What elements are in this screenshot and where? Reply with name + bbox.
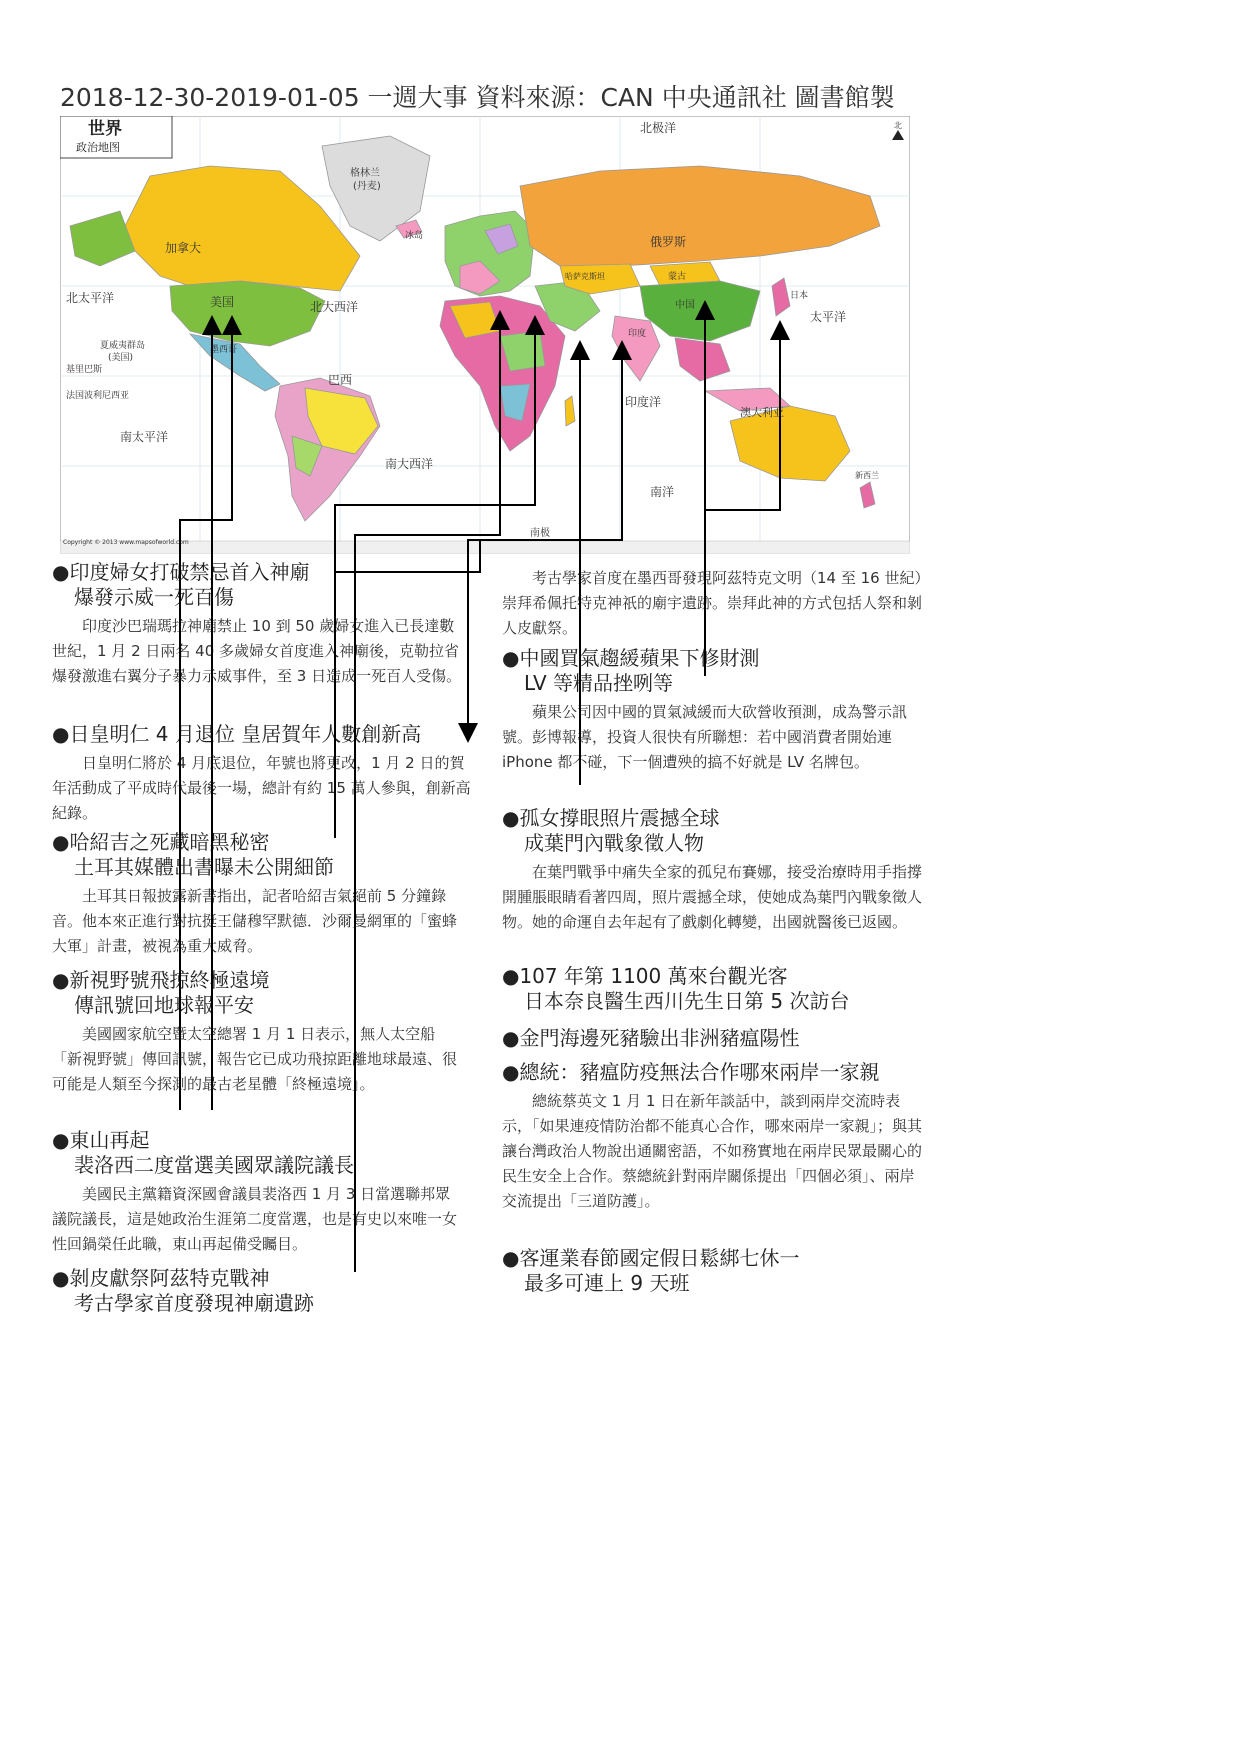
label-french-polynesia: 法国波利尼西亚 — [66, 391, 130, 401]
story-headline: ●孤女撐眼照片震撼全球 成葉門內戰象徵人物 — [502, 806, 720, 855]
story-new-horizons — [52, 968, 462, 1097]
story-tourist-record — [502, 964, 922, 1014]
map-title: 世界 — [88, 119, 122, 139]
label-antarctica: 南极 — [530, 528, 550, 539]
map-copyright: Copyright © 2013 www.mapsofworld.com — [63, 539, 189, 546]
story-headline: ●客運業春節國定假日鬆綁七休一 最多可連上 9 天班 — [502, 1246, 800, 1295]
label-china: 中国 — [675, 300, 695, 311]
story-headline: ●中國買氣趨緩蘋果下修財測 LV 等精品挫咧等 — [502, 646, 760, 695]
label-canada: 加拿大 — [165, 241, 202, 255]
story-headline: ●107 年第 1100 萬來台觀光客 日本奈良醫生西川先生日第 5 次訪台 — [502, 964, 850, 1013]
north-symbol: 北 — [894, 121, 902, 130]
story-headline: ●日皇明仁 4 月退位 皇居賀年人數創新高 — [52, 722, 422, 746]
story-headline: ●印度婦女打破禁忌首入神廟 爆發示威一死百傷 — [52, 560, 310, 609]
label-arctic: 北极洋 — [640, 121, 677, 135]
label-indian-ocean: 印度洋 — [625, 395, 662, 409]
story-kinmen-swine-fever — [502, 1026, 922, 1051]
story-aztec-temple-body — [502, 562, 922, 641]
story-body: 在葉門戰爭中痛失全家的孤兒布賽娜，接受治療時用手指撐開腫脹眼睛看著四周，照片震撼全球，使她成為葉門內戰象徵人物。她的命運自去年起有了戲劇化轉變，出國就醫後已返國。 — [502, 863, 923, 931]
label-mongolia: 蒙古 — [668, 272, 687, 282]
story-headline: ●剝皮獻祭阿茲特克戰神 考古學家首度發現神廟遺跡 — [52, 1266, 314, 1315]
label-greenland: 格林兰 — [350, 168, 380, 179]
label-australia: 澳大利亚 — [740, 406, 784, 419]
story-khashoggi — [52, 830, 462, 959]
story-body: 美國民主黨籍資深國會議員裴洛西 1 月 3 日當選聯邦眾議院議長，這是她政治生涯第二度當選，也是有史以來唯一女性回鍋榮任此職，東山再起備受矚目。 — [52, 1185, 458, 1253]
map-subtitle: 政治地图 — [76, 141, 120, 154]
label-north-atlantic: 北大西洋 — [310, 300, 359, 314]
page-title: 2018-12-30-2019-01-05 一週大事 資料來源：CAN 中央通訊社 圖書館製 — [60, 83, 895, 112]
story-yemen-girl — [502, 806, 922, 935]
story-pelosi — [52, 1128, 462, 1257]
label-japan: 日本 — [790, 291, 809, 301]
label-iceland: 冰岛 — [405, 231, 424, 241]
label-kiribati: 基里巴斯 — [66, 365, 103, 375]
story-body: 考古學家首度在墨西哥發現阿茲特克文明（14 至 16 世紀）崇拜希佩托特克神祇的廟宇遺跡。崇拜此神的方式包括人祭和剝人皮獻祭。 — [502, 569, 923, 637]
label-north-pacific: 北太平洋 — [66, 291, 115, 305]
label-south-atlantic: 南大西洋 — [385, 457, 434, 471]
story-headline: ●總統：豬瘟防疫無法合作哪來兩岸一家親 — [502, 1060, 880, 1084]
arrow-japan — [468, 540, 480, 728]
label-usa: 美国 — [210, 295, 235, 309]
story-body: 蘋果公司因中國的買氣減緩而大砍營收預測，成為警示訊號。彭博報導，投資人很快有所聯想：若中國消費者開始連 iPhone 都不碰，下一個遭殃的搞不好就是 LV 名牌包。 — [502, 703, 908, 771]
label-india: 印度 — [628, 329, 647, 339]
story-emperor-akihito — [52, 722, 472, 826]
story-body: 日皇明仁將於 4 月底退位，年號也將更改，1 月 2 日的賀年活動成了平成時代最後一場，總計有約 15 萬人參與，創新高紀錄。 — [52, 754, 471, 822]
story-aztec-temple — [52, 1266, 462, 1316]
label-mexico: 墨西哥 — [210, 345, 238, 355]
story-body: 土耳其日報披露新書指出，記者哈紹吉氣絕前 5 分鐘錄音。他本來正進行對抗挺王儲穆罕默德．沙爾曼網軍的「蜜蜂大軍」計畫，被視為重大威脅。 — [52, 887, 458, 955]
story-body: 總統蔡英文 1 月 1 日在新年談話中，談到兩岸交流時表示，「如果連疫情防治都不能真心合作，哪來兩岸一家親」；與其讓台灣政治人物說出通關密語，不如務實地在兩岸民眾最關心的民生安全上合作。蔡總統針對兩岸關係提出「四個必須」、兩岸交流提出「三道防護」。 — [502, 1092, 923, 1210]
label-south-pacific: 南太平洋 — [120, 430, 169, 444]
story-headline: ●哈紹吉之死藏暗黑秘密 土耳其媒體出書曝未公開細節 — [52, 830, 334, 879]
story-bus-holiday — [502, 1246, 922, 1296]
label-brazil: 巴西 — [328, 373, 353, 387]
story-body: 美國國家航空暨太空總署 1 月 1 日表示，無人太空船「新視野號」傳回訊號，報告它已成功飛掠距離地球最遠、很可能是人類至今探測的最古老星體「終極遠境」。 — [52, 1025, 458, 1093]
label-greenland-sub: (丹麦) — [353, 181, 381, 192]
label-southern-ocean: 南洋 — [650, 485, 675, 499]
label-kazakhstan: 哈萨克斯坦 — [565, 272, 605, 281]
story-body: 印度沙巴瑞瑪拉神廟禁止 10 到 50 歲婦女進入已長達數世紀，1 月 2 日兩名 40 多歲婦女首度進入神廟後，克勒拉省爆發激進右翼分子暴力示威事件，至 3 日造成一死百人受傷。 — [52, 617, 462, 685]
label-russia: 俄罗斯 — [650, 235, 687, 249]
label-hawaii: 夏威夷群岛 — [100, 341, 146, 351]
story-headline: ●新視野號飛掠終極遠境 傳訊號回地球報平安 — [52, 968, 270, 1017]
label-hawaii-sub: (美国) — [108, 353, 134, 363]
story-president-cross-strait — [502, 1060, 922, 1214]
story-india-temple — [52, 560, 462, 689]
world-political-map — [60, 116, 910, 554]
story-headline: ●東山再起 裴洛西二度當選美國眾議院議長 — [52, 1128, 354, 1177]
story-apple-forecast — [502, 646, 922, 775]
story-headline: ●金門海邊死豬驗出非洲豬瘟陽性 — [502, 1026, 800, 1050]
label-pacific: 太平洋 — [810, 310, 847, 324]
label-new-zealand: 新西兰 — [855, 471, 879, 480]
